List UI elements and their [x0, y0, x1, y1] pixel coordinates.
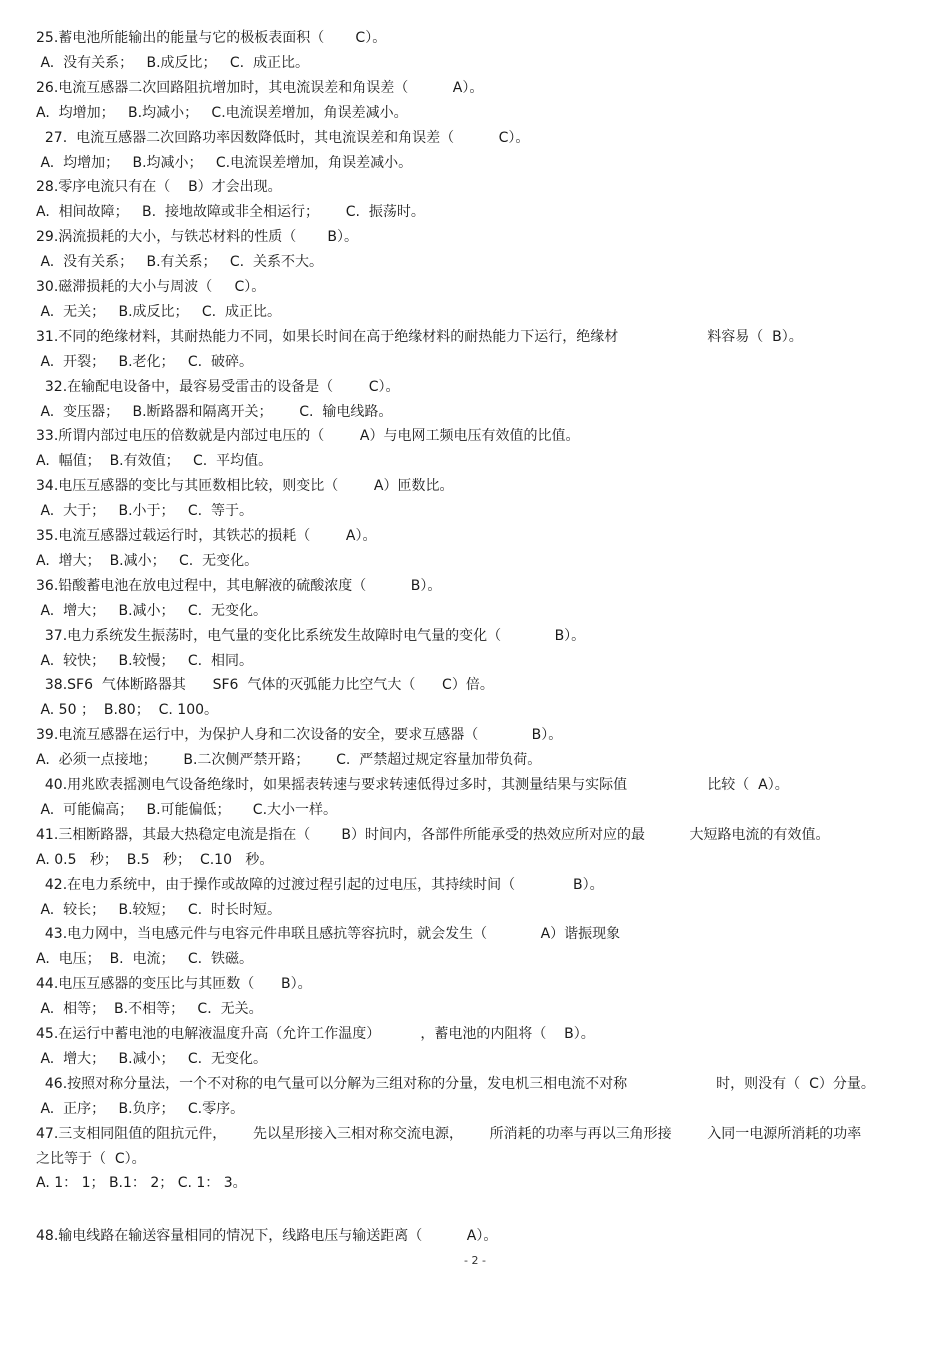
text-line: 39.电流互感器在运行中，为保护人身和二次设备的安全，要求互感器（ B）。: [36, 727, 563, 744]
text-line: A. 0.5 秒； B.5 秒； C.10 秒。: [36, 851, 274, 868]
text-line: A. 1： 1； B.1： 2； C. 1： 3。: [36, 1175, 247, 1192]
text-line: 26.电流互感器二次回路阻抗增加时，其电流误差和角误差（ A）。: [36, 79, 484, 96]
text-line: 38.SF6 气体断路器其 SF6 气体的灭弧能力比空气大（ C）倍。: [36, 677, 494, 694]
text-line: A. 相间故障； B. 接地故障或非全相运行； C. 振荡时。: [36, 204, 425, 221]
text-line: A. 均增加； B.均减小； C.电流误差增加，角误差减小。: [36, 104, 408, 121]
text-line: A. 无关； B.成反比； C. 成正比。: [36, 303, 282, 320]
page-number: - 2 -: [464, 1254, 486, 1267]
text-line: A. 变压器； B.断路器和隔离开关； C. 输电线路。: [36, 403, 393, 420]
text-line: A. 没有关系； B.有关系； C. 关系不大。: [36, 254, 324, 271]
text-line: A. 均增加； B.均减小； C.电流误差增加，角误差减小。: [36, 154, 413, 171]
text-line: 47.三支相同阻值的阻抗元件， 先以星形接入三相对称交流电源， 所消耗的功率与再以三角形接 入同一电源所消耗的功率: [36, 1125, 862, 1142]
text-line: 30.磁滞损耗的大小与周波（ C）。: [36, 279, 266, 295]
text-line: 42.在电力系统中，由于操作或故障的过渡过程引起的过电压，其持续时间（ B）。: [36, 876, 604, 893]
text-line: 46.按照对称分量法，一个不对称的电气量可以分解为三组对称的分量，发电机三相电流不对称 时，则没有（ C）分量。: [36, 1075, 875, 1092]
text-line: A. 50 ； B.80； C. 100。: [36, 702, 219, 719]
text-line: 27. 电流互感器二次回路功率因数降低时，其电流误差和角误差（ C）。: [36, 129, 530, 146]
text-line: A. 增大； B.减小； C. 无变化。: [36, 552, 259, 569]
text-line: 29.涡流损耗的大小，与铁芯材料的性质（ B）。: [36, 229, 359, 246]
text-line: A. 相等； B.不相等； C. 无关。: [36, 1001, 263, 1018]
text-line: A. 增大； B.减小； C. 无变化。: [36, 1050, 268, 1067]
text-line: A. 大于； B.小于； C. 等于。: [36, 503, 254, 520]
text-line: A. 增大； B.减小； C. 无变化。: [36, 602, 268, 619]
text-line: 48.输电线路在输送容量相同的情况下，线路电压与输送距离（ A）。: [36, 1228, 498, 1244]
text-line: A. 没有关系； B.成反比； C. 成正比。: [36, 54, 310, 71]
text-line: 45.在运行中蓄电池的电解液温度升高（允许工作温度） ，蓄电池的内阻将（ B）。: [36, 1026, 595, 1042]
text-line: 31.不同的绝缘材料，其耐热能力不同，如果长时间在高于绝缘材料的耐热能力下运行，绝缘材 料容易（ B）。: [36, 328, 803, 345]
text-line: 36.铅酸蓄电池在放电过程中，其电解液的硫酸浓度（ B）。: [36, 577, 442, 594]
text-line: 43.电力网中，当电感元件与电容元件串联且感抗等容抗时，就会发生（ A）谐振现象: [36, 926, 621, 943]
text-line: A. 开裂； B.老化； C. 破碎。: [36, 353, 254, 370]
text-line: 44.电压互感器的变压比与其匝数（ B）。: [36, 976, 312, 993]
text-line: 37.电力系统发生振荡时，电气量的变化比系统发生故障时电气量的变化（ B）。: [36, 627, 586, 644]
text-line: 之比等于（ C）。: [36, 1150, 146, 1167]
text-line: 28.零序电流只有在（ B）才会出现。: [36, 179, 282, 196]
text-line: 40.用兆欧表摇测电气设备绝缘时，如果摇表转速与要求转速低得过多时，其测量结果与实际值 比较（ A）。: [36, 777, 789, 793]
text-line: A. 必须一点接地； B.二次侧严禁开路； C. 严禁超过规定容量加带负荷。: [36, 752, 542, 769]
text-line: 35.电流互感器过载运行时，其铁芯的损耗（ A）。: [36, 528, 377, 544]
text-line: A. 幅值； B.有效值； C. 平均值。: [36, 453, 273, 470]
text-line: 34.电压互感器的变比与其匝数相比较，则变比（ A）匝数比。: [36, 478, 454, 495]
text-line: 41.三相断路器，其最大热稳定电流是指在（ B）时间内，各部件所能承受的热效应所对应的最 大短路电流的有效值。: [36, 826, 830, 843]
text-line: A. 较长； B.较短； C. 时长时短。: [36, 901, 282, 918]
text-line: A. 正序； B.负序； C.零序。: [36, 1100, 245, 1117]
text-line: A. 较快； B.较慢； C. 相同。: [36, 652, 254, 669]
text-line: 33.所谓内部过电压的倍数就是内部过电压的（ A）与电网工频电压有效值的比值。: [36, 428, 580, 445]
text-line: 25.蓄电池所能输出的能量与它的极板表面积（ C）。: [36, 30, 387, 46]
text-line: A. 可能偏高； B.可能偏低； C.大小一样。: [36, 801, 338, 818]
text-line: 32.在输配电设备中，最容易受雷击的设备是（ C）。: [36, 378, 400, 395]
text-line: A. 电压； B. 电流； C. 铁磁。: [36, 951, 254, 968]
